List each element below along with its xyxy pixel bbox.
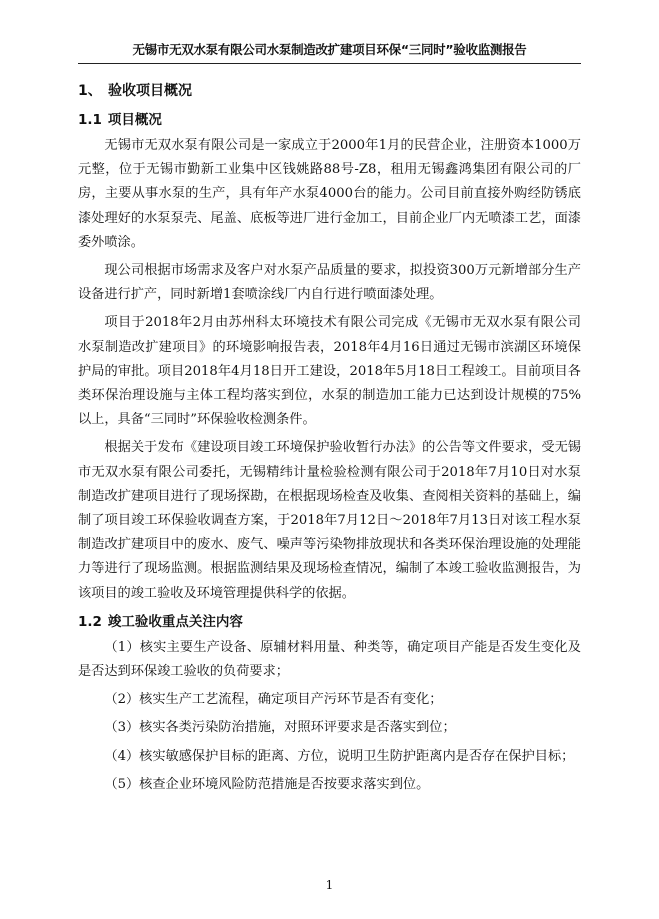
section-number: 1、 — [78, 83, 102, 99]
list-item: （1）核实主要生产设备、原辅材料用量、种类等，确定项目产能是否发生变化及是否达到环保竣工验收的负荷要求； — [78, 639, 581, 680]
list-item: （3）核实各类污染防治措施，对照环评要求是否落实到位； — [104, 720, 456, 736]
paragraph: 项目于2018年2月由苏州科太环境技术有限公司完成《无锡市无双水泵有限公司水泵制造改扩建项目》的环境影响报告表，2018年4月16日通过无锡市滨湖区环境保护局的审批。项目2018年4月18日开工建设，2018年5月18日工程竣工。目前项目各类环保治理设施与主体工程均落实到位，水泵的制造加工能力已达到设计规模的75%以上，具备“三同时”环保验收检测条件。 — [78, 315, 581, 428]
section-title: 验收项目概况 — [108, 83, 192, 99]
list-item: （2）核实生产工艺流程，确定项目产污环节是否有变化； — [104, 692, 443, 708]
subsection-title: 竣工验收重点关注内容 — [107, 613, 243, 630]
page-number: 1 — [325, 878, 334, 892]
document-body — [78, 80, 581, 801]
page-header: 无锡市无双水泵有限公司水泵制造改扩建项目环保“三同时”验收监测报告 — [78, 40, 581, 64]
subsection-heading-1-1 — [78, 108, 581, 128]
paragraph: 无锡市无双水泵有限公司是一家成立于2000年1月的民营企业，注册资本1000万元整，位于无锡市勤新工业集中区钱姚路88号-Z8，租用无锡鑫鸿集团有限公司的厂房，主要从事水泵的生产，具有年产水泵4000台的能力。公司目前直接外购经防锈底漆处理好的水泵泵壳、尾盖、底板等进厂进行金加工，目前企业厂内无喷漆工艺，面漆委外喷涂。 — [78, 138, 581, 250]
list-item: （5）核查企业环境风险防范措施是否按要求落实到位。 — [104, 776, 430, 792]
paragraph: 根据关于发布《建设项目竣工环境保护验收暂行办法》的公告等文件要求，受无锡市无双水泵有限公司委托，无锡精纬计量检验检测有限公司于2018年7月10日对水泵制造改扩建项目进行了现场探勘，在根据现场检查及收集、查阅相关资料的基础上，编制了项目竣工环保验收调查方案，于2018年7月12日～2018年7月13日对该工程水泵制造改扩建项目中的废水、废气、噪声等污染物排放现状和各类环保治理设施的处理能力等进行了现场监测。根据监测结果及现场检查情况，编制了本竣工验收监测报告，为该项目的竣工验收及环境管理提供科学的依据。 — [78, 440, 581, 601]
paragraph: 现公司根据市场需求及客户对水泵产品质量的要求，拟投资300万元新增部分生产设备进行扩产，同时新增1套喷涂线厂内自行进行喷面漆处理。 — [78, 263, 581, 303]
subsection-heading-1-2 — [78, 610, 581, 630]
section-heading-1 — [78, 80, 581, 100]
list-item: （4）核实敏感保护目标的距离、方位，说明卫生防护距离内是否存在保护目标； — [104, 748, 575, 764]
subsection-title: 项目概况 — [107, 112, 162, 128]
subsection-number: 1.2 — [78, 613, 102, 630]
subsection-number: 1.1 — [78, 112, 102, 128]
